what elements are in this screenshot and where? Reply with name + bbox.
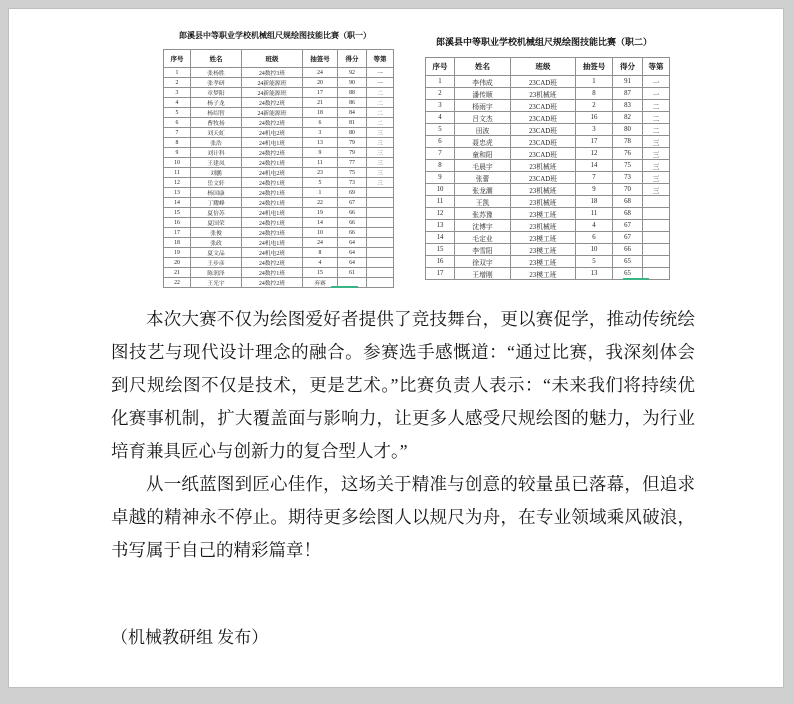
table-cell: 76: [613, 148, 643, 160]
table-cell: 16: [164, 218, 191, 228]
table-row: [164, 258, 394, 268]
selection-highlight: [623, 278, 649, 280]
table-cell: 24数控1班: [242, 218, 303, 228]
table-row: [164, 198, 394, 208]
table-header-row: [164, 50, 394, 68]
table-cell: 章梦阳: [191, 88, 242, 98]
table-cell: 11: [303, 158, 338, 168]
table-cell: 67: [613, 220, 643, 232]
table-cell: 15: [164, 208, 191, 218]
table-cell: 4: [576, 220, 613, 232]
table-cell: 24数控1班: [242, 198, 303, 208]
column-header: 姓名: [191, 50, 242, 68]
table-cell: 87: [613, 88, 643, 100]
table-cell: 14: [303, 218, 338, 228]
table-cell: 68: [613, 208, 643, 220]
table-row: [164, 138, 394, 148]
table-row: [164, 118, 394, 128]
table-cell: 90: [338, 78, 367, 88]
table-cell: 23模工班: [511, 232, 576, 244]
table-cell: 10: [164, 158, 191, 168]
table-cell: 24数控1班: [242, 188, 303, 198]
document-page: [8, 8, 784, 688]
table-cell: 张杨胜: [191, 68, 242, 78]
table-cell: 王建凤: [191, 158, 242, 168]
table-cell: 75: [613, 160, 643, 172]
results-table-zhi2: [425, 57, 670, 280]
table-cell: 4: [164, 98, 191, 108]
table-row: [164, 188, 394, 198]
table-row: [164, 98, 394, 108]
table-cell: 23机械班: [511, 184, 576, 196]
table-cell: 刘天虹: [191, 128, 242, 138]
table-cell: [643, 232, 670, 244]
table-cell: 65: [613, 256, 643, 268]
column-header: 序号: [164, 50, 191, 68]
table-cell: 刘计科: [191, 148, 242, 158]
table-cell: 12: [426, 208, 455, 220]
table-cell: 11: [426, 196, 455, 208]
table-cell: 88: [338, 88, 367, 98]
table-cell: 10: [303, 228, 338, 238]
table-cell: 李雪阳: [455, 244, 511, 256]
table-cell: 13: [303, 138, 338, 148]
table-cell: 张浩: [191, 138, 242, 148]
table-cell: 20: [164, 258, 191, 268]
table-cell: 24数控2班: [242, 118, 303, 128]
table-cell: 18: [303, 108, 338, 118]
table-cell: 24机电2班: [242, 128, 303, 138]
table-cell: 20: [303, 78, 338, 88]
table-row: [426, 196, 670, 208]
table-cell: 23模工班: [511, 268, 576, 280]
table-cell: 4: [303, 258, 338, 268]
table-cell: 67: [613, 232, 643, 244]
results-table-block-zhi1: [163, 31, 387, 288]
table-cell: 三: [367, 158, 394, 168]
table-cell: 王凯: [455, 196, 511, 208]
table-cell: 二: [367, 108, 394, 118]
table-cell: 一: [643, 76, 670, 88]
table-cell: [367, 188, 394, 198]
table-cell: 童和阳: [455, 148, 511, 160]
table2-title: 郎溪县中等职业学校机械组尺规绘图技能比赛（职二）: [435, 37, 652, 47]
table-cell: 夏倍苏: [191, 208, 242, 218]
table-cell: 三: [367, 128, 394, 138]
table-cell: 二: [643, 100, 670, 112]
table-cell: 夏文品: [191, 248, 242, 258]
table-cell: 2: [426, 88, 455, 100]
column-header: 得分: [613, 58, 643, 76]
table-cell: 张俊: [191, 228, 242, 238]
table-cell: 24机电1班: [242, 238, 303, 248]
table-cell: 5: [426, 124, 455, 136]
table-cell: 23CAD班: [511, 100, 576, 112]
table-cell: 24数控1班: [242, 178, 303, 188]
table-cell: 12: [576, 148, 613, 160]
table-cell: 79: [338, 138, 367, 148]
table-cell: 24数控2班: [242, 258, 303, 268]
table-cell: 6: [576, 232, 613, 244]
table-cell: 毛晨宇: [455, 160, 511, 172]
table-cell: 79: [338, 148, 367, 158]
table-cell: 7: [576, 172, 613, 184]
table-cell: 3: [164, 88, 191, 98]
table-cell: 岳文轩: [191, 178, 242, 188]
table-cell: 18: [164, 238, 191, 248]
table-cell: [367, 248, 394, 258]
table-cell: 弃赛: [303, 278, 338, 288]
article-body: [111, 303, 695, 567]
table-cell: 丁耀峰: [191, 198, 242, 208]
table-cell: 6: [426, 136, 455, 148]
table-cell: 曹牧扬: [191, 118, 242, 128]
table-row: [426, 244, 670, 256]
table-cell: 张政: [191, 238, 242, 248]
table-cell: 2: [164, 78, 191, 88]
table-cell: 73: [338, 178, 367, 188]
table-row: [426, 148, 670, 160]
table-cell: 杨绍智: [191, 108, 242, 118]
column-header: 得分: [338, 50, 367, 68]
table-cell: 9: [164, 148, 191, 158]
table-cell: 19: [303, 208, 338, 218]
table-cell: [643, 196, 670, 208]
table-cell: 1: [164, 68, 191, 78]
table-cell: 22: [303, 198, 338, 208]
table-cell: 23CAD班: [511, 76, 576, 88]
table-cell: 5: [576, 256, 613, 268]
table-cell: 17: [303, 88, 338, 98]
table1-title: 郎溪县中等职业学校机械组尺规绘图技能比赛（职一）: [179, 31, 371, 40]
table-cell: 21: [303, 98, 338, 108]
table-cell: 84: [338, 108, 367, 118]
table-cell: [367, 228, 394, 238]
table-cell: [367, 268, 394, 278]
table-cell: 张龙潮: [455, 184, 511, 196]
table-cell: 80: [338, 128, 367, 138]
table-cell: 24新能源班: [242, 108, 303, 118]
table-row: [426, 220, 670, 232]
table-cell: 65: [613, 268, 643, 280]
table-cell: [367, 198, 394, 208]
table-cell: 24机电2班: [242, 168, 303, 178]
paragraph-closing: 从一纸蓝图到匠心佳作，这场关于精准与创意的较量虽已落幕，但追求卓越的精神永不停止。期待更多绘图人以规尺为舟，在专业领域乘风破浪，书写属于自己的精彩篇章！: [111, 474, 695, 560]
table-cell: 64: [338, 258, 367, 268]
table-cell: 78: [613, 136, 643, 148]
table-cell: 17: [164, 228, 191, 238]
table-cell: 徐双宇: [455, 256, 511, 268]
table-cell: 22: [164, 278, 191, 288]
publisher-note: （机械教研组 发布）: [111, 628, 269, 647]
paragraph-summary: 本次大赛不仅为绘图爱好者提供了竞技舞台，更以赛促学，推动传统绘图技艺与现代设计理念的融合。参赛选手感慨道：“通过比赛，我深刻体会到尺规绘图不仅是技术，更是艺术。”比赛负责人表示：“未来我们将持续优化赛事机制，扩大覆盖面与影响力，让更多人感受尺规绘图的魅力，为行业培育兼具匠心与创新力的复合型人才。”: [111, 309, 695, 461]
table-cell: [643, 256, 670, 268]
table-cell: 9: [303, 148, 338, 158]
table-cell: 14: [164, 198, 191, 208]
table-cell: 66: [613, 244, 643, 256]
table-row: [164, 248, 394, 258]
table-cell: 24数控1班: [242, 158, 303, 168]
table-cell: 23CAD班: [511, 172, 576, 184]
table-cell: 23模工班: [511, 256, 576, 268]
column-header: 抽签号: [576, 58, 613, 76]
table-cell: [367, 278, 394, 288]
table-cell: [367, 258, 394, 268]
table-row: [164, 78, 394, 88]
table-cell: 64: [338, 248, 367, 258]
table-cell: 6: [303, 118, 338, 128]
table-cell: 66: [338, 218, 367, 228]
table-cell: 三: [367, 168, 394, 178]
table-cell: 23机械班: [511, 88, 576, 100]
table-cell: 75: [338, 168, 367, 178]
table-cell: 66: [338, 228, 367, 238]
table-cell: 23模工班: [511, 208, 576, 220]
table-cell: 68: [613, 196, 643, 208]
table-row: [164, 278, 394, 288]
table-cell: 12: [164, 178, 191, 188]
table-cell: 毛定业: [455, 232, 511, 244]
column-header: 班级: [242, 50, 303, 68]
table-cell: 23模工班: [511, 244, 576, 256]
table-row: [164, 148, 394, 158]
table-cell: 86: [338, 98, 367, 108]
table-cell: 64: [338, 238, 367, 248]
table-cell: [643, 244, 670, 256]
table-cell: 二: [643, 112, 670, 124]
table-row: [164, 238, 394, 248]
table-row: [164, 208, 394, 218]
table-cell: 1: [576, 76, 613, 88]
table-cell: 10: [576, 244, 613, 256]
table-cell: 杨子龙: [191, 98, 242, 108]
table-cell: 24数控2班: [242, 98, 303, 108]
table-cell: 三: [367, 148, 394, 158]
table-cell: 杨雨宇: [455, 100, 511, 112]
column-header: 姓名: [455, 58, 511, 76]
table-cell: 3: [426, 100, 455, 112]
table-cell: 李伟成: [455, 76, 511, 88]
table-row: [164, 218, 394, 228]
table-cell: 83: [613, 100, 643, 112]
table-row: [426, 256, 670, 268]
table-cell: [367, 218, 394, 228]
table-row: [164, 128, 394, 138]
table-cell: 王步彦: [191, 258, 242, 268]
table-row: [426, 124, 670, 136]
table-row: [164, 268, 394, 278]
table-cell: 9: [426, 172, 455, 184]
table-cell: 66: [338, 208, 367, 218]
table-cell: 8: [303, 248, 338, 258]
table-cell: 16: [426, 256, 455, 268]
table-cell: 8: [426, 160, 455, 172]
table-cell: 14: [426, 232, 455, 244]
table-row: [164, 158, 394, 168]
table-cell: 三: [367, 138, 394, 148]
table-cell: 11: [164, 168, 191, 178]
table-cell: 13: [576, 268, 613, 280]
table-cell: 24机电1班: [242, 138, 303, 148]
table-cell: 13: [164, 188, 191, 198]
table-cell: 11: [576, 208, 613, 220]
table-row: [426, 76, 670, 88]
table-cell: 17: [426, 268, 455, 280]
table-row: [426, 136, 670, 148]
table-cell: 张蕾: [455, 172, 511, 184]
table-cell: 73: [613, 172, 643, 184]
table-cell: 7: [426, 148, 455, 160]
table-cell: 三: [643, 184, 670, 196]
table-cell: 23机械班: [511, 160, 576, 172]
table-row: [164, 68, 394, 78]
table-cell: 4: [426, 112, 455, 124]
table-cell: 92: [338, 68, 367, 78]
table-cell: 23CAD班: [511, 124, 576, 136]
table-cell: 23CAD班: [511, 136, 576, 148]
table-cell: 沈博宇: [455, 220, 511, 232]
table-cell: 9: [576, 184, 613, 196]
table-cell: 24数控1班: [242, 268, 303, 278]
table-cell: 张孝研: [191, 78, 242, 88]
table-cell: 19: [164, 248, 191, 258]
table-cell: 3: [576, 124, 613, 136]
column-header: 等第: [367, 50, 394, 68]
table-row: [426, 160, 670, 172]
table-cell: 15: [426, 244, 455, 256]
table-cell: 三: [643, 172, 670, 184]
table-cell: 一: [367, 78, 394, 88]
table-cell: 24数控2班: [242, 148, 303, 158]
table-cell: 二: [367, 98, 394, 108]
table-cell: 14: [576, 160, 613, 172]
table-cell: 聂忠虎: [455, 136, 511, 148]
table-row: [164, 228, 394, 238]
table-cell: 2: [576, 100, 613, 112]
table-cell: 16: [576, 112, 613, 124]
table-row: [426, 184, 670, 196]
table-cell: 13: [426, 220, 455, 232]
table-cell: 杨国康: [191, 188, 242, 198]
table-cell: 24数控3班: [242, 228, 303, 238]
table-cell: 二: [367, 88, 394, 98]
table-cell: [367, 238, 394, 248]
table-cell: 王增刚: [455, 268, 511, 280]
results-table-zhi1: [163, 49, 394, 288]
selection-highlight: [331, 286, 358, 288]
table-cell: 刘鹏: [191, 168, 242, 178]
results-table-block-zhi2: [425, 37, 663, 280]
table-cell: 5: [164, 108, 191, 118]
table-cell: 一: [367, 68, 394, 78]
table-cell: 67: [338, 198, 367, 208]
table-cell: 6: [164, 118, 191, 128]
table-cell: 23CAD班: [511, 148, 576, 160]
table-cell: 24机电2班: [242, 248, 303, 258]
table-cell: 70: [613, 184, 643, 196]
table-header-row: [426, 58, 670, 76]
table-cell: 一: [643, 88, 670, 100]
table-cell: 24: [303, 68, 338, 78]
column-header: 班级: [511, 58, 576, 76]
table-cell: 5: [303, 178, 338, 188]
table-cell: 23CAD班: [511, 112, 576, 124]
table-cell: 17: [576, 136, 613, 148]
table-row: [164, 168, 394, 178]
table-cell: 8: [576, 88, 613, 100]
table-row: [426, 100, 670, 112]
table-cell: 陈润泽: [191, 268, 242, 278]
table-cell: 王光宇: [191, 278, 242, 288]
table-row: [426, 208, 670, 220]
table-row: [164, 108, 394, 118]
table-cell: 23: [303, 168, 338, 178]
table-cell: 18: [576, 196, 613, 208]
table-cell: 23机械班: [511, 196, 576, 208]
table-cell: 15: [303, 268, 338, 278]
table-cell: 82: [613, 112, 643, 124]
table-cell: 61: [338, 268, 367, 278]
table-cell: [367, 208, 394, 218]
table-cell: [643, 220, 670, 232]
column-header: 等第: [643, 58, 670, 76]
table-cell: 24新能源班: [242, 78, 303, 88]
table-row: [164, 88, 394, 98]
table-row: [426, 88, 670, 100]
table-cell: 69: [338, 188, 367, 198]
table-cell: 80: [613, 124, 643, 136]
table-row: [164, 178, 394, 188]
table-cell: 21: [164, 268, 191, 278]
table-cell: 三: [643, 160, 670, 172]
table-cell: 三: [643, 136, 670, 148]
table-cell: 77: [338, 158, 367, 168]
column-header: 序号: [426, 58, 455, 76]
column-header: 抽签号: [303, 50, 338, 68]
table-cell: 三: [367, 178, 394, 188]
table-row: [426, 112, 670, 124]
table-cell: 二: [367, 118, 394, 128]
table-cell: 3: [303, 128, 338, 138]
table-cell: 24新能源班: [242, 88, 303, 98]
table-cell: 二: [643, 124, 670, 136]
table-cell: 潘传顺: [455, 88, 511, 100]
table-cell: 24数控2班: [242, 278, 303, 288]
table-cell: 24数控3班: [242, 68, 303, 78]
table-cell: 23机械班: [511, 220, 576, 232]
table-cell: 24: [303, 238, 338, 248]
table-row: [426, 232, 670, 244]
table-cell: 24机电1班: [242, 208, 303, 218]
table-cell: [643, 208, 670, 220]
table-cell: 吕文杰: [455, 112, 511, 124]
table-cell: 10: [426, 184, 455, 196]
table-cell: 1: [426, 76, 455, 88]
table-cell: 三: [643, 148, 670, 160]
table-cell: 田波: [455, 124, 511, 136]
table-cell: 1: [303, 188, 338, 198]
table-row: [426, 172, 670, 184]
table-cell: 8: [164, 138, 191, 148]
table-cell: 81: [338, 118, 367, 128]
table-cell: 7: [164, 128, 191, 138]
table-cell: 张苏豫: [455, 208, 511, 220]
table-cell: 夏国荣: [191, 218, 242, 228]
table-cell: 91: [613, 76, 643, 88]
